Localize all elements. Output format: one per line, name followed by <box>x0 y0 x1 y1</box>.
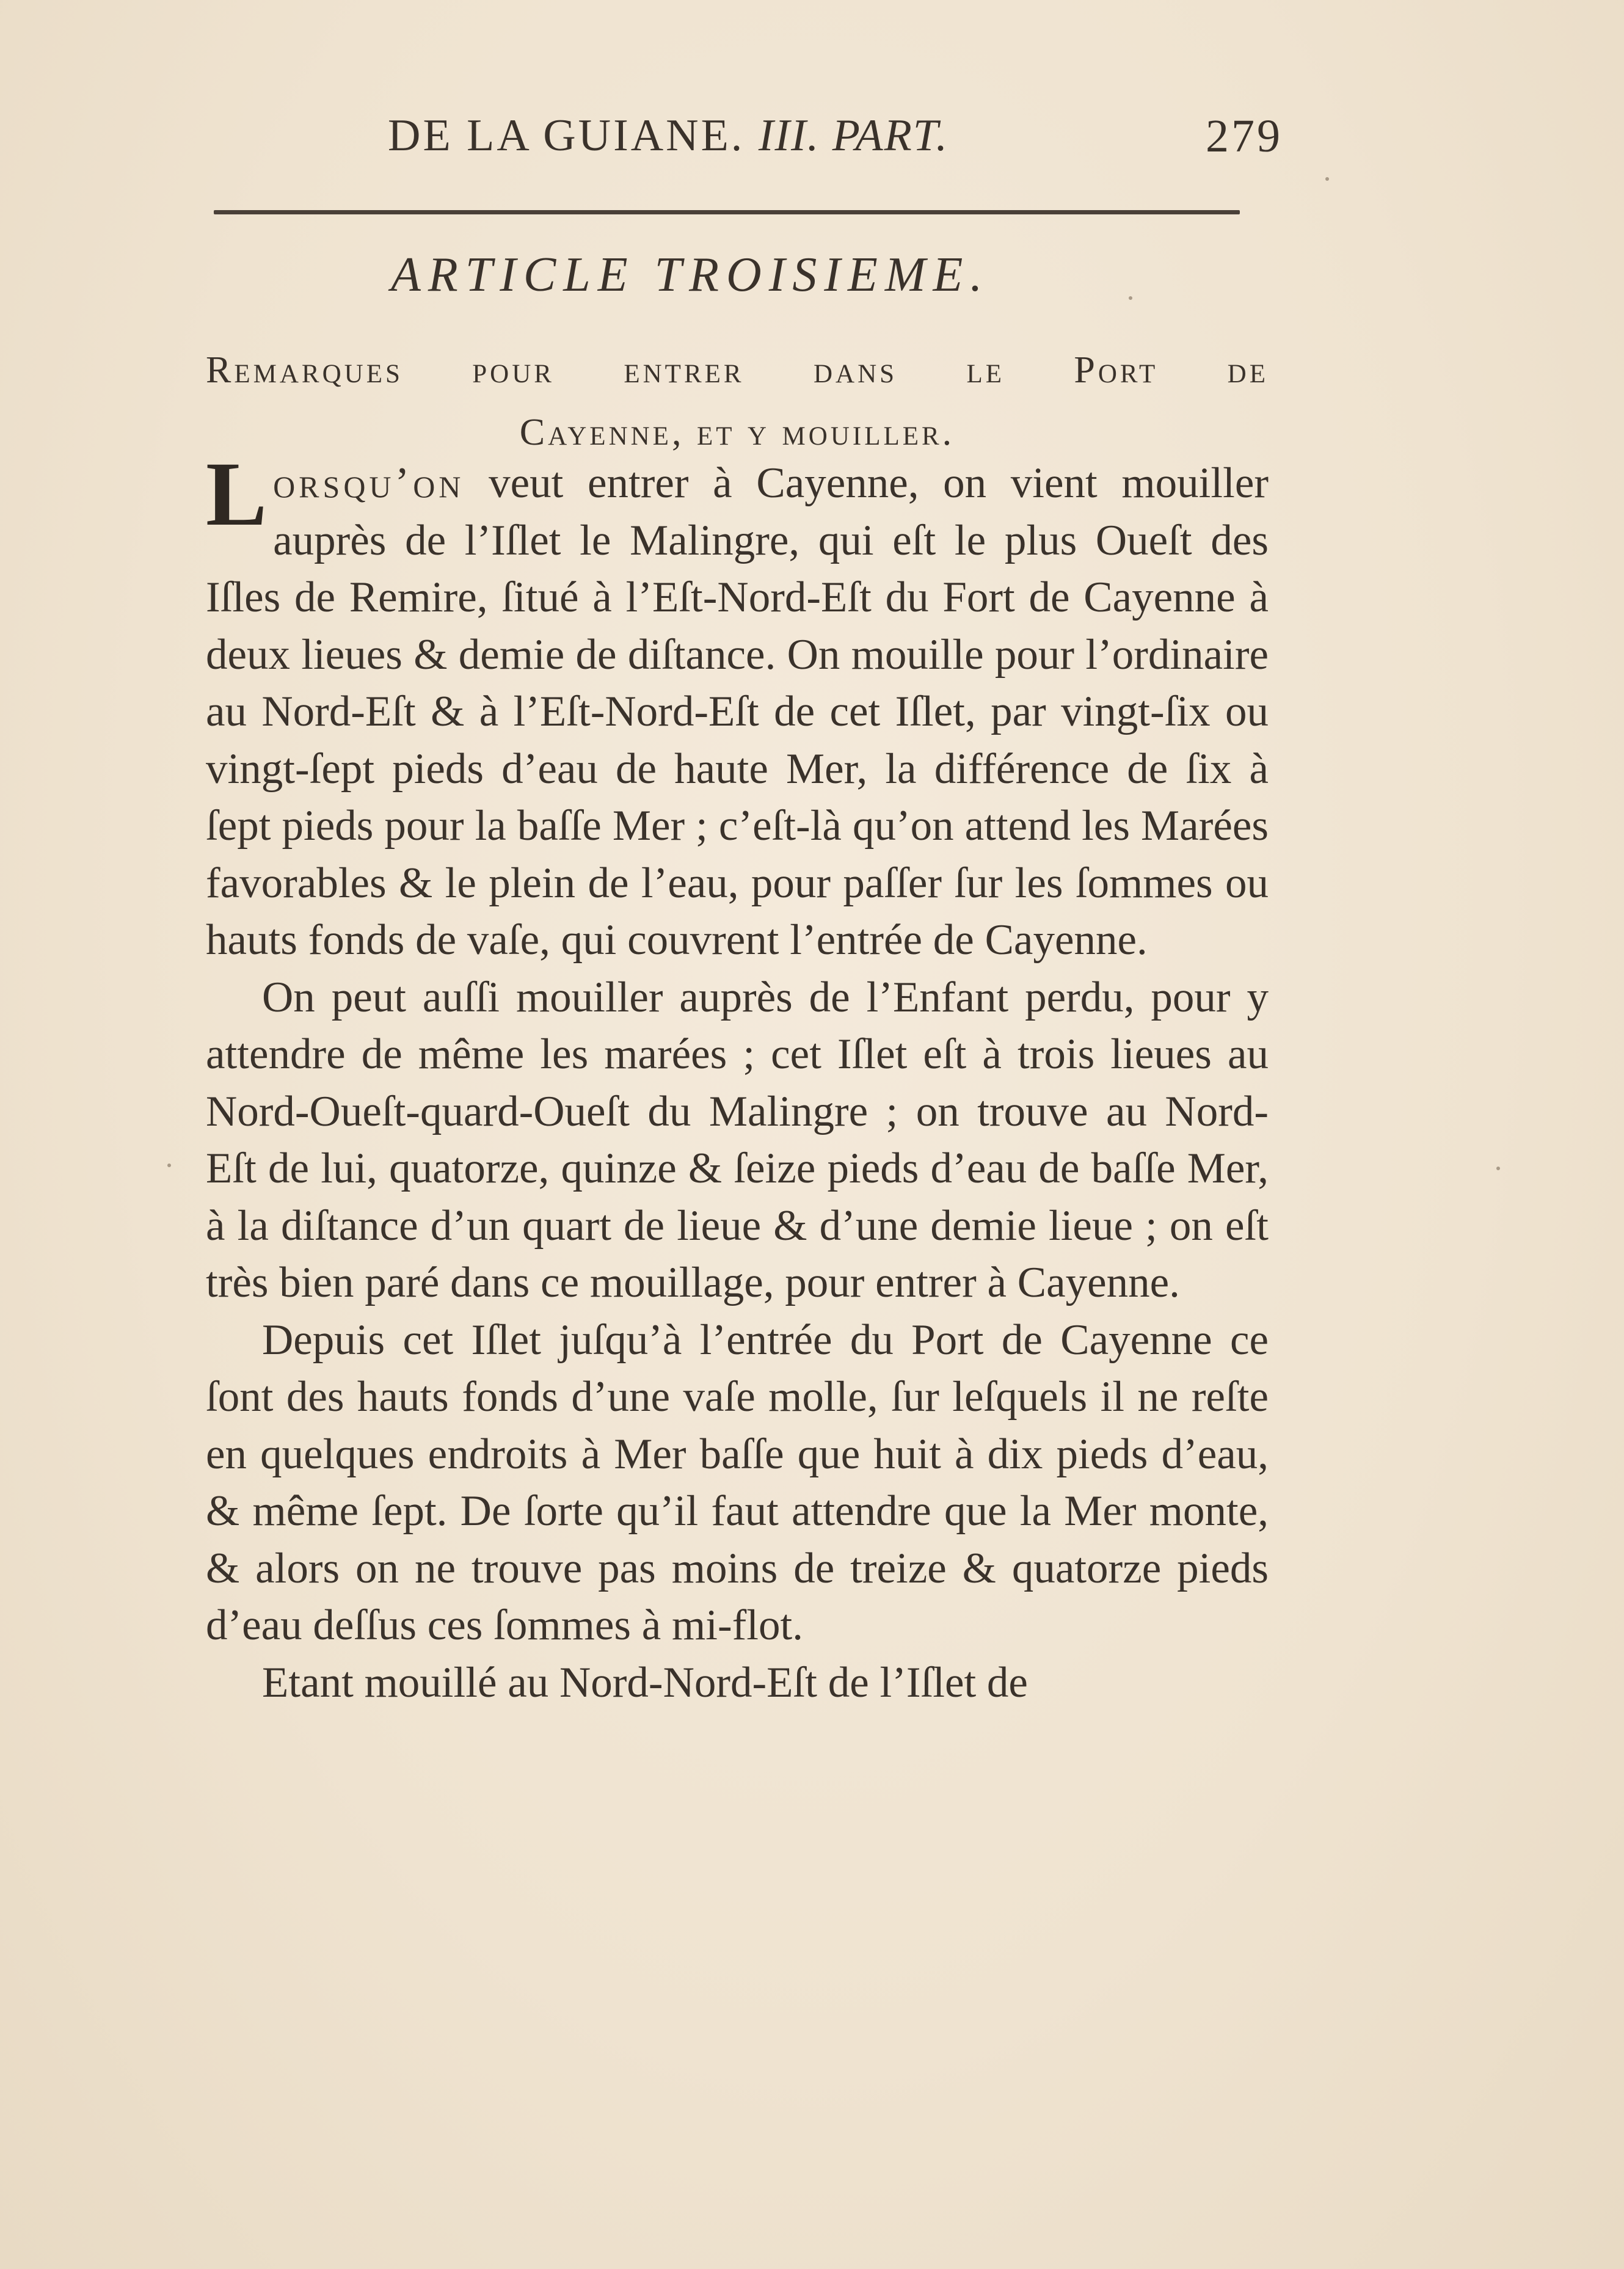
running-head <box>388 110 949 162</box>
running-head-title: DE LA GUIANE. <box>388 111 745 161</box>
paper-speck <box>1325 177 1329 181</box>
lead-word: orsqu’on <box>273 459 465 507</box>
page-header <box>342 104 1283 171</box>
header-rule <box>214 210 1240 214</box>
paragraph-1 <box>206 443 1269 969</box>
paper-speck <box>1496 1167 1500 1170</box>
running-head-part: III. PART. <box>758 111 949 161</box>
paragraph-1-text: veut entrer à Cayenne, on vient mouiller auprès de l’Iſlet le Malingre, qui eſt le plus Oueſt des Iſles de Remire, ſitué à l’Eſt-Nord-Eſt du Fort de Cayenne à deux lieues & demie de diſtance. On mouille pour l’ordinaire au Nord-Eſt & à l’Eſt-Nord-Eſt de cet Iſlet, par vingt-ſix ou vingt-ſept pieds d’eau de haute Mer, la différence de ſix à ſept pieds pour la baſſe Mer ; c’eſt-là qu’on attend les Marées favorables & le plein de l’eau, pour paſſer ſur les ſommes ou hauts fonds de vaſe, qui couvrent l’entrée de Cayenne. <box>206 459 1269 964</box>
section-title <box>206 339 1269 464</box>
drop-cap: L <box>206 443 268 545</box>
paper-speck <box>167 1164 171 1167</box>
article-title: ARTICLE TROISIEME. <box>391 248 990 302</box>
paragraph-3: Depuis cet Iſlet juſqu’à l’entrée du Port de Cayenne ce ſont des hauts fonds d’une vaſe molle, ſur leſquels il ne reſte en quelques endroits à Mer baſſe que huit à dix pieds d’eau, & même ſept. De ſorte qu’il faut attendre que la Mer monte, & alors on ne trouve pas moins de treize & quatorze pieds d’eau deſſus ces ſommes à mi-flot. <box>206 1316 1269 1649</box>
page-number: 279 <box>1206 111 1283 162</box>
body-text <box>206 443 1269 1711</box>
section-title-line-1: Remarques pour entrer dans le Port de <box>206 349 1269 391</box>
section-title-line-2: Cayenne, et y mouiller. <box>519 412 955 453</box>
paragraph-2: On peut auſſi mouiller auprès de l’Enfant perdu, pour y attendre de même les marées ; cet Iſlet eſt à trois lieues au Nord-Oueſt-quard-Oueſt du Malingre ; on trouve au Nord-Eſt de lui, quatorze, quinze & ſeize pieds d’eau de baſſe Mer, à la diſtance d’un quart de lieue & d’une demie lieue ; on eſt très bien paré dans ce mouillage, pour entrer à Cayenne. <box>206 973 1269 1306</box>
paragraph-4: Etant mouillé au Nord-Nord-Eſt de l’Iſlet de <box>262 1658 1028 1706</box>
paper-speck <box>1129 296 1132 300</box>
